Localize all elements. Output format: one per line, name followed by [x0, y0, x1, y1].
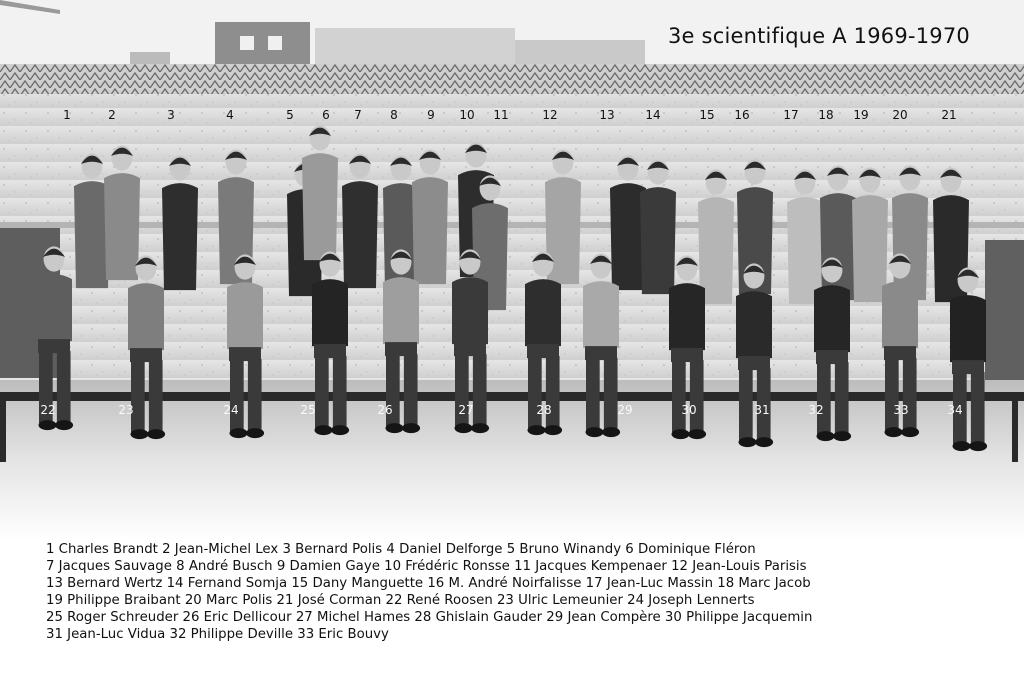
caption-line: 19 Philippe Braibant 20 Marc Polis 21 José Corman 22 René Roosen 23 Ulric Lemeunier 24 Joseph Lennerts [46, 593, 755, 608]
photo-title: 3e scientifique A 1969-1970 [668, 24, 970, 48]
person-number: 27 [458, 403, 474, 417]
person-number: 19 [853, 108, 869, 122]
person-number: 7 [354, 108, 362, 122]
person-number: 4 [226, 108, 234, 122]
person-number: 23 [118, 403, 134, 417]
person-number: 13 [599, 108, 615, 122]
person-number: 28 [536, 403, 552, 417]
person-number: 12 [542, 108, 558, 122]
person-number: 22 [40, 403, 56, 417]
person-number: 8 [390, 108, 398, 122]
person-number: 32 [808, 403, 824, 417]
person-number: 3 [167, 108, 175, 122]
person-number: 24 [223, 403, 239, 417]
person-number: 2 [108, 108, 116, 122]
names-caption [46, 541, 812, 643]
caption-line: 7 Jacques Sauvage 8 André Busch 9 Damien Gaye 10 Frédéric Ronsse 11 Jacques Kempenaer 12 Jean-Louis Parisis [46, 559, 807, 574]
person-number: 16 [734, 108, 750, 122]
roof-tiles [0, 64, 1024, 94]
caption-line: 1 Charles Brandt 2 Jean-Michel Lex 3 Bernard Polis 4 Daniel Delforge 5 Bruno Winandy 6 Dominique Fléron [46, 542, 756, 557]
person-number: 33 [893, 403, 909, 417]
person-number: 29 [617, 403, 633, 417]
person-number: 31 [754, 403, 770, 417]
person-number: 26 [377, 403, 393, 417]
person-number: 17 [783, 108, 799, 122]
person-number: 21 [941, 108, 957, 122]
caption-line: 31 Jean-Luc Vidua 32 Philippe Deville 33 Eric Bouvy [46, 627, 389, 642]
person-number: 34 [947, 403, 963, 417]
person-number: 6 [322, 108, 330, 122]
person-number: 14 [645, 108, 661, 122]
person-number: 5 [286, 108, 294, 122]
person-number: 25 [300, 403, 316, 417]
person-number: 18 [818, 108, 834, 122]
person-number: 20 [892, 108, 908, 122]
person-number: 9 [427, 108, 435, 122]
person-number: 15 [699, 108, 715, 122]
person-number: 1 [63, 108, 71, 122]
person-number: 10 [459, 108, 475, 122]
person-number: 30 [681, 403, 697, 417]
caption-line: 25 Roger Schreuder 26 Eric Dellicour 27 Michel Hames 28 Ghislain Gauder 29 Jean Compère 30 Philippe Jacquemin [46, 610, 813, 625]
caption-line: 13 Bernard Wertz 14 Fernand Somja 15 Dany Manguette 16 M. André Noirfalisse 17 Jean-Luc Massin 18 Marc Jacob [46, 576, 811, 591]
person-number: 11 [493, 108, 509, 122]
